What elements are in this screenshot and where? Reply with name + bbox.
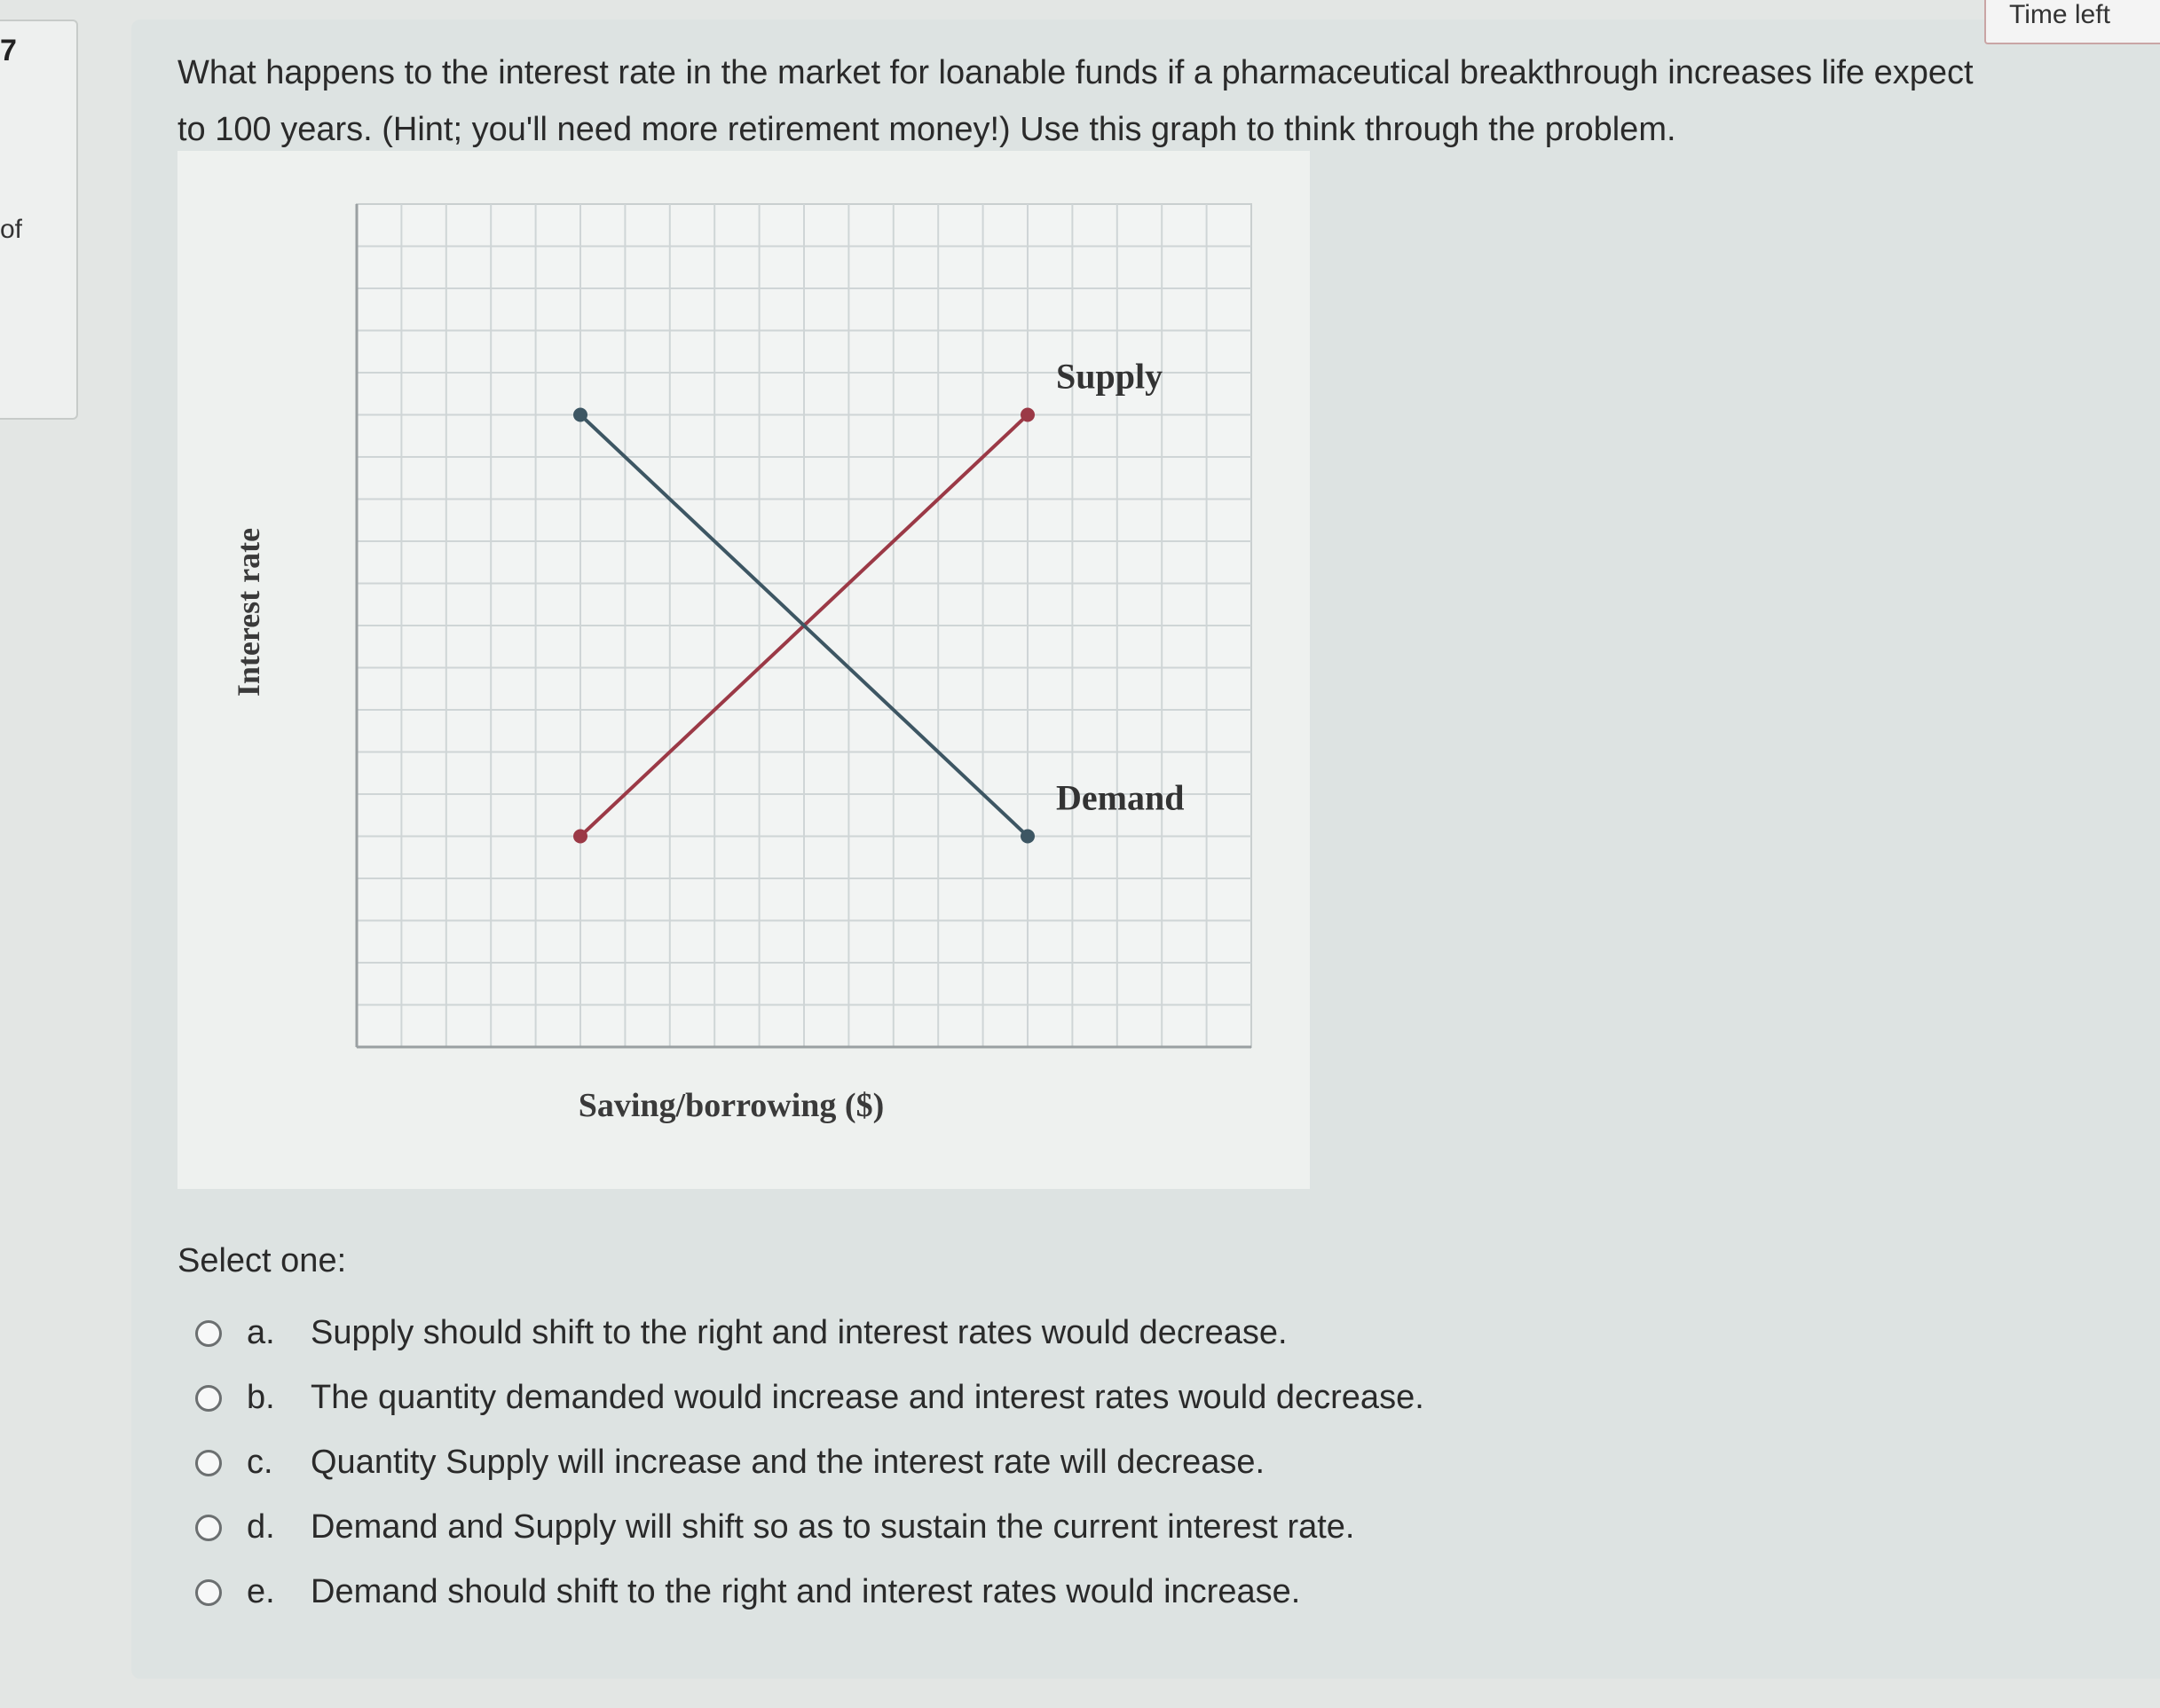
option-b[interactable] [195, 1366, 1970, 1430]
radio-d[interactable] [195, 1515, 222, 1541]
supply-endpoint [573, 830, 587, 844]
option-text: Supply should shift to the right and interest rates would decrease. [311, 1314, 1288, 1351]
demand-endpoint [573, 408, 587, 422]
question-line-1: What happens to the interest rate in the market for loanable funds if a pharmaceutical breakthrough increases life expect [177, 54, 1974, 91]
radio-e[interactable] [195, 1579, 222, 1606]
question-text [177, 44, 2160, 158]
option-letter: a. [247, 1314, 275, 1351]
demand-endpoint [1021, 830, 1035, 844]
option-letter: c. [247, 1444, 273, 1481]
question-line-2: to 100 years. (Hint; you'll need more retirement money!) Use this graph to think through the problem. [177, 111, 1676, 148]
supply-endpoint [1021, 408, 1035, 422]
select-one-label: Select one: [177, 1242, 347, 1279]
demand-label: Demand [1056, 777, 1185, 818]
option-d[interactable] [195, 1495, 1970, 1560]
option-letter: d. [247, 1508, 275, 1546]
question-marker: 7 [0, 34, 17, 67]
radio-c[interactable] [195, 1450, 222, 1476]
option-text: The quantity demanded would increase and interest rates would decrease. [311, 1379, 1424, 1416]
loanable-funds-chart [177, 151, 1310, 1189]
graph-panel [177, 151, 1310, 1189]
option-letter: e. [247, 1573, 275, 1610]
answer-options [195, 1301, 1970, 1625]
x-axis-label: Saving/borrowing ($) [578, 1087, 885, 1124]
y-axis-label: Interest rate [231, 527, 266, 697]
option-c[interactable] [195, 1430, 1970, 1495]
question-nav-text: of [0, 215, 23, 244]
timer-box [1984, 0, 2160, 44]
option-text: Demand should shift to the right and interest rates would increase. [311, 1573, 1301, 1610]
option-text: Demand and Supply will shift so as to sustain the current interest rate. [311, 1508, 1355, 1546]
question-card [131, 20, 2160, 1679]
time-left-label: Time left [2009, 0, 2110, 29]
supply-label: Supply [1056, 356, 1163, 397]
option-text: Quantity Supply will increase and the interest rate will decrease. [311, 1444, 1265, 1481]
option-a[interactable] [195, 1301, 1970, 1366]
option-letter: b. [247, 1379, 275, 1416]
radio-a[interactable] [195, 1320, 222, 1347]
option-e[interactable] [195, 1560, 1970, 1625]
radio-b[interactable] [195, 1385, 222, 1412]
